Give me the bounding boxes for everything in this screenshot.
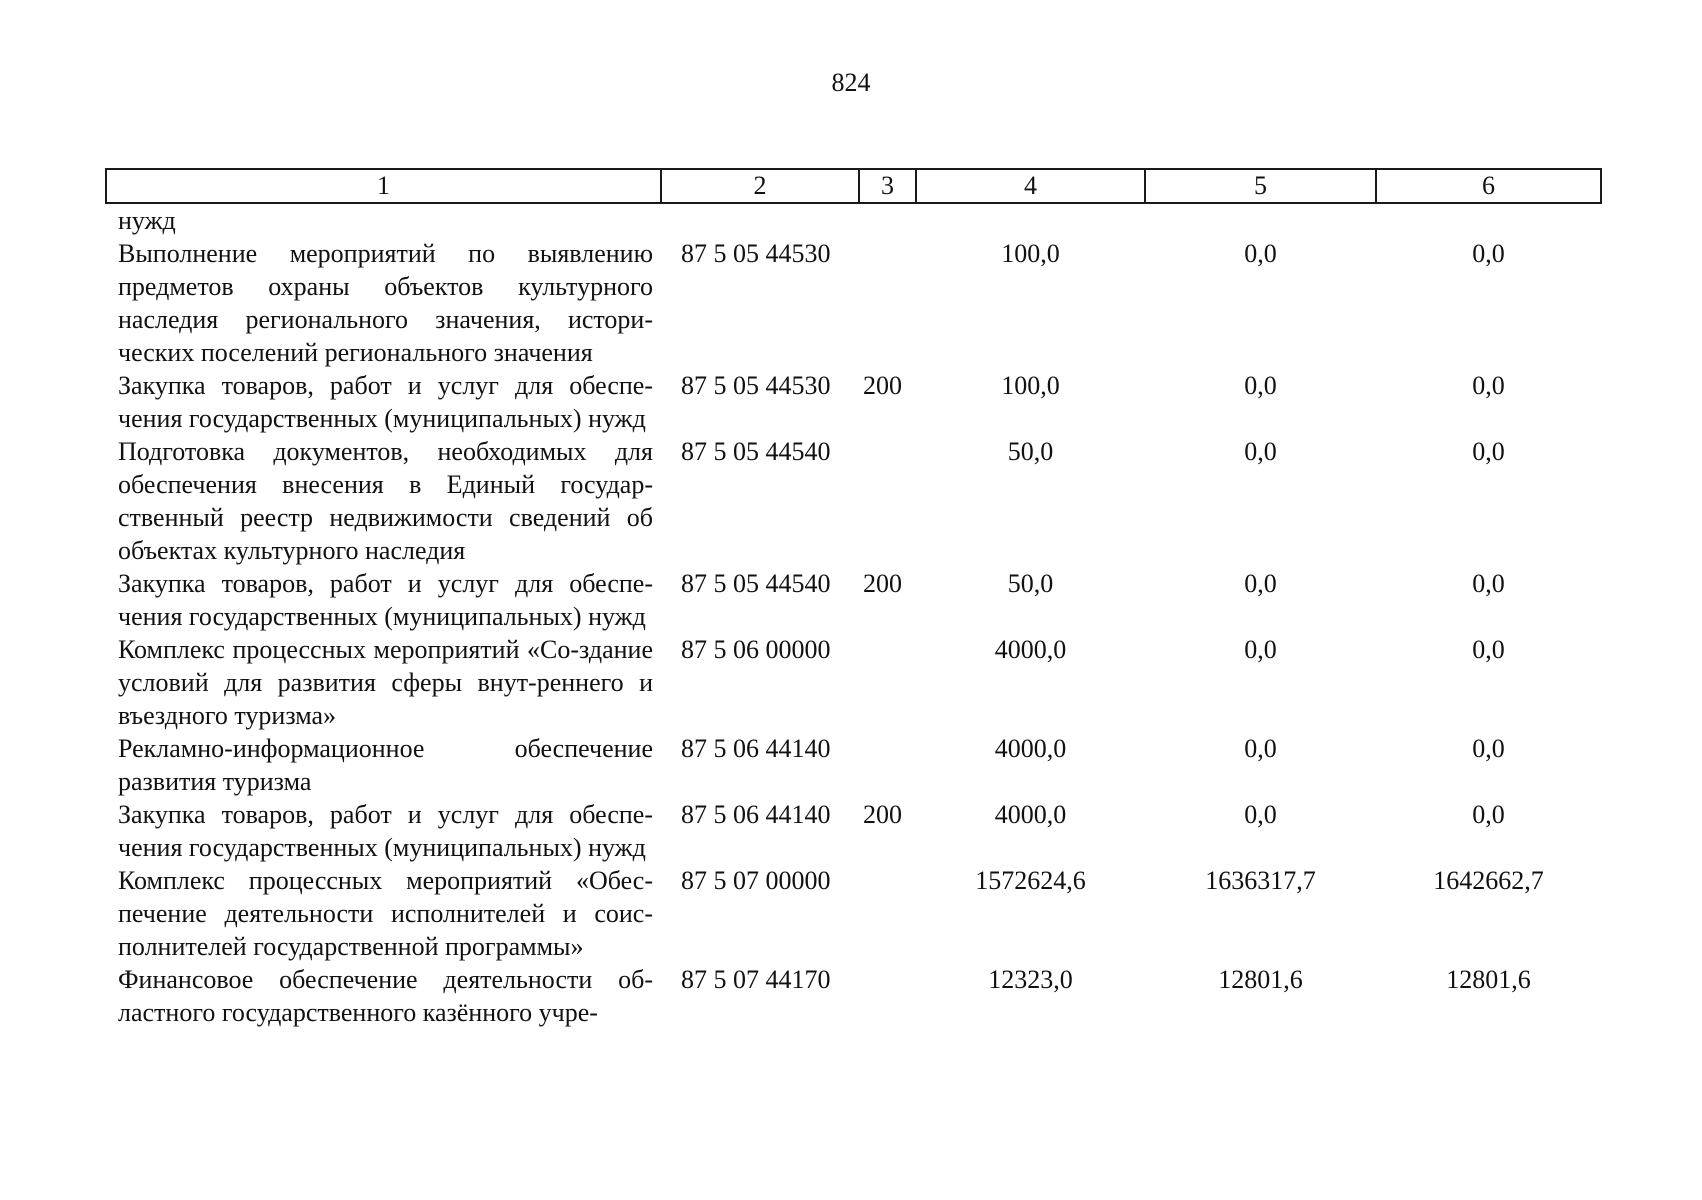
column-header: 1 [106,169,661,203]
expense-type-cell [859,237,916,369]
column-header: 6 [1376,169,1601,203]
page-number: 824 [831,68,871,97]
value-col5-cell: 0,0 [1244,569,1277,598]
code-cell: 87 5 06 44140 [681,734,831,763]
value-col5-cell [1145,203,1376,237]
table-body [106,203,1601,1029]
value-col6-cell [1376,203,1601,237]
value-col6-cell: 12801,6 [1446,965,1531,994]
value-col6-cell: 0,0 [1472,437,1505,466]
description-cell: Закупка товаров, работ и услуг для обеспе-чения государственных (муниципальных) нужд [118,569,653,631]
value-col4-cell: 4000,0 [994,800,1067,829]
description-cell: Закупка товаров, работ и услуг для обеспе-чения государственных (муниципальных) нужд [118,800,653,862]
code-cell: 87 5 07 44170 [681,965,831,994]
value-col5-cell: 0,0 [1244,800,1277,829]
expense-type-cell [859,963,916,1029]
description-cell: Комплекс процессных мероприятий «Обес-печение деятельности исполнителей и соис-полнителей государственной программы» [118,866,653,961]
expense-type-cell [859,435,916,567]
column-header: 5 [1145,169,1376,203]
value-col4-cell: 100,0 [1001,371,1060,400]
column-header: 4 [916,169,1145,203]
table-row [106,203,1601,237]
value-col6-cell: 0,0 [1472,569,1505,598]
code-cell: 87 5 07 00000 [681,866,831,895]
description-cell: Рекламно-информационное обеспечение развития туризма [118,734,653,796]
value-col4-cell: 4000,0 [994,734,1067,763]
value-col5-cell: 0,0 [1244,371,1277,400]
value-col4-cell: 1572624,6 [975,866,1086,895]
value-col5-cell: 12801,6 [1218,965,1303,994]
expense-type-cell: 200 [863,569,902,598]
value-col4-cell: 100,0 [1001,239,1060,268]
expense-type-cell [859,732,916,798]
description-cell: Закупка товаров, работ и услуг для обеспе-чения государственных (муниципальных) нужд [118,371,653,433]
value-col4-cell: 12323,0 [988,965,1073,994]
column-header: 2 [661,169,859,203]
description-cell: Комплекс процессных мероприятий «Со-здание условий для развития сферы внут-реннего и въездного туризма» [118,635,653,730]
value-col6-cell: 0,0 [1472,635,1505,664]
expense-type-cell: 200 [863,371,902,400]
code-cell: 87 5 05 44540 [681,437,831,466]
value-col6-cell: 0,0 [1472,371,1505,400]
table-row [106,369,1601,435]
code-cell: 87 5 05 44530 [681,239,831,268]
column-header: 3 [859,169,916,203]
value-col6-cell: 0,0 [1472,800,1505,829]
table-row [106,864,1601,963]
code-cell: 87 5 06 44140 [681,800,831,829]
code-cell [661,203,859,237]
expense-type-cell: 200 [863,800,902,829]
value-col6-cell: 0,0 [1472,734,1505,763]
value-col6-cell: 1642662,7 [1433,866,1544,895]
code-cell: 87 5 05 44540 [681,569,831,598]
table-row [106,435,1601,567]
description-cell: Подготовка документов, необходимых для обеспечения внесения в Единый государ-ственный реестр недвижимости сведений об объектах культурного наследия [118,437,653,565]
table-header-row [106,169,1601,203]
value-col4-cell: 50,0 [1007,437,1054,466]
value-col5-cell: 0,0 [1244,239,1277,268]
value-col5-cell: 0,0 [1244,437,1277,466]
table-row [106,633,1601,732]
table-row [106,567,1601,633]
expense-type-cell [859,633,916,732]
value-col4-cell: 50,0 [1007,569,1054,598]
table-row [106,732,1601,798]
value-col4-cell [916,203,1145,237]
value-col5-cell: 0,0 [1244,734,1277,763]
value-col6-cell: 0,0 [1472,239,1505,268]
code-cell: 87 5 06 00000 [681,635,831,664]
table-row [106,963,1601,1029]
value-col4-cell: 4000,0 [994,635,1067,664]
code-cell: 87 5 05 44530 [681,371,831,400]
budget-table [105,168,1602,1029]
expense-type-cell [859,864,916,963]
description-cell: Финансовое обеспечение деятельности об-ластного государственного казённого учре- [118,965,653,1027]
description-cell: нужд [118,206,176,235]
value-col5-cell: 1636317,7 [1205,866,1316,895]
expense-type-cell [859,203,916,237]
table-row [106,237,1601,369]
value-col5-cell: 0,0 [1244,635,1277,664]
table-row [106,798,1601,864]
description-cell: Выполнение мероприятий по выявлению предметов охраны объектов культурного наследия регионального значения, истори-ческих поселений регионального значения [118,239,653,367]
